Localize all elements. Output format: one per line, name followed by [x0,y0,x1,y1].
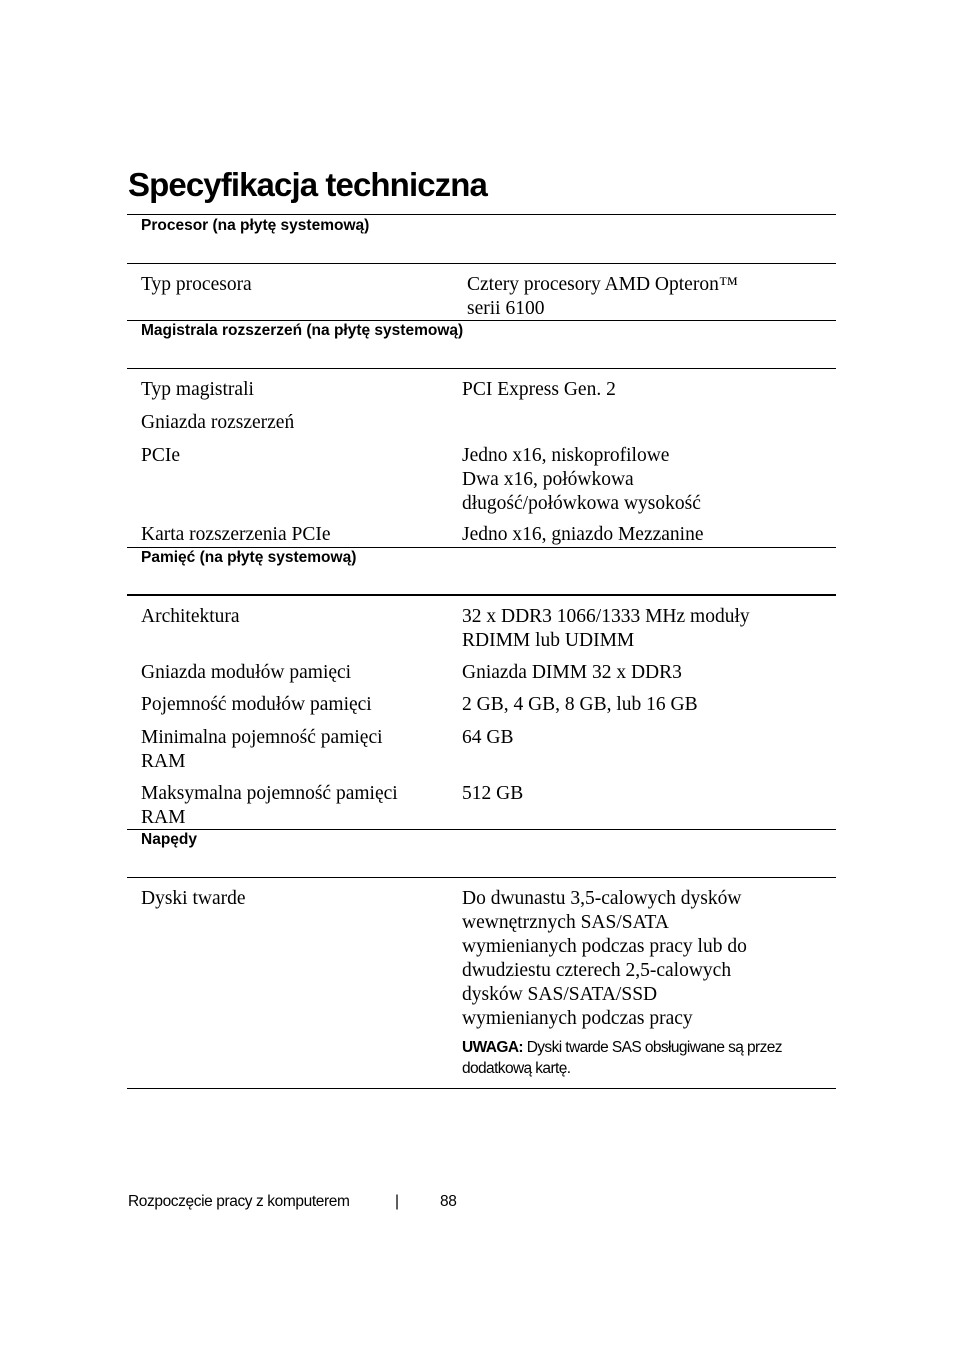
section-divider [127,547,836,548]
footer-separator: | [395,1193,399,1210]
row-label-memory-slots: Gniazda modułów pamięci [141,662,352,683]
row-label-hard-drives: Dyski twarde [141,888,246,909]
row-value-architecture: 32 x DDR3 1066/1333 MHz moduły RDIMM lub UDIMM [462,606,750,651]
section-divider [127,594,836,596]
row-value-bus-type: PCI Express Gen. 2 [462,379,616,400]
section-divider [127,263,836,264]
table-bottom-divider [127,1088,836,1089]
section-divider [127,877,836,878]
row-value-processor-type: Cztery procesory AMD Opteron™ serii 6100 [467,274,738,319]
section-heading-drives: Napędy [141,831,197,848]
row-label-max-ram: Maksymalna pojemność pamięci RAM [141,783,398,828]
note-sas-drives [462,1037,834,1079]
row-value-pcie: Jedno x16, niskoprofilowe Dwa x16, połówkowa długość/połówkowa wysokość [462,445,701,514]
row-label-architecture: Architektura [141,606,240,627]
row-value-max-ram: 512 GB [462,783,524,804]
note-text-continued: dodatkową kartę. [462,1060,571,1077]
section-divider [127,320,836,321]
row-label-min-ram: Minimalna pojemność pamięci RAM [141,727,383,772]
row-label-bus-type: Typ magistrali [141,379,254,400]
section-divider [127,829,836,830]
row-label-pcie-card: Karta rozszerzenia PCIe [141,524,331,545]
row-label-module-capacity: Pojemność modułów pamięci [141,694,372,715]
page-number: 88 [440,1193,457,1210]
note-label: UWAGA: [462,1039,523,1056]
row-label-pcie: PCIe [141,445,180,466]
note-text: Dyski twarde SAS obsługiwane są przez [522,1039,782,1056]
row-value-module-capacity: 2 GB, 4 GB, 8 GB, lub 16 GB [462,694,698,715]
footer-text: Rozpoczęcie pracy z komputerem [128,1193,350,1210]
section-heading-memory: Pamięć (na płytę systemową) [141,549,357,566]
section-divider [127,214,836,215]
page-title: Specyfikacja techniczna [128,166,487,203]
section-heading-expansion-bus: Magistrala rozszerzeń (na płytę systemową) [141,322,464,339]
section-heading-processor: Procesor (na płytę systemową) [141,217,370,234]
row-value-min-ram: 64 GB [462,727,514,748]
row-value-memory-slots: Gniazda DIMM 32 x DDR3 [462,662,682,683]
row-value-pcie-card: Jedno x16, gniazdo Mezzanine [462,524,704,545]
row-label-expansion-slots: Gniazda rozszerzeń [141,412,295,433]
section-divider [127,368,836,369]
row-label-processor-type: Typ procesora [141,274,252,295]
row-value-hard-drives: Do dwunastu 3,5-calowych dysków wewnętrznych SAS/SATA wymienianych podczas pracy lub do dwudziestu czterech 2,5-calowych dysków SAS/SATA/SSD wymienianych podczas pracy [462,888,747,1029]
